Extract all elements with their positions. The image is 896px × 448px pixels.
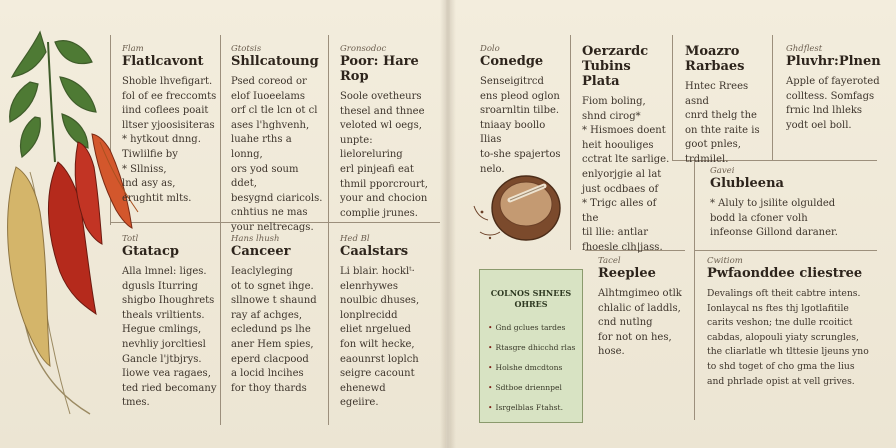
text-line: shnd cirog* [582, 110, 641, 122]
text-line: frnic lnd lhleks [786, 105, 863, 117]
text-line: sroarnltin tilbe. [480, 105, 560, 117]
section-body [786, 75, 886, 133]
divider [220, 35, 221, 425]
text-line: * hytkout dnng. [122, 134, 201, 146]
text-line: iind coflees poait [122, 105, 209, 117]
text-line: cnhtius ne mas [231, 207, 308, 219]
section-title: Oerzardc Tubins Plata [582, 44, 649, 89]
text-line: for thoy thards [231, 382, 307, 394]
text-line: Ieaclyleging [231, 266, 293, 277]
text-line: yodt oel boll. [786, 119, 852, 131]
text-line: ecledund ps lhe [231, 324, 311, 336]
list-item-label: Rtasgre dhicchd rlas [495, 343, 576, 352]
text-line: luahe rths a lonng, [231, 134, 292, 160]
section-kicker: Tacel [598, 256, 621, 266]
section-title: Gtatacp [122, 244, 179, 259]
note-box-list [488, 318, 574, 418]
text-line: a locid lncihes [231, 368, 304, 380]
section-body [231, 265, 325, 396]
text-line: for not on hes, [598, 331, 672, 343]
text-line: nelo. [480, 163, 505, 175]
section-kicker: Dolo [480, 44, 500, 54]
bullet-icon: • [488, 403, 493, 412]
section-gtatacp [122, 234, 218, 411]
text-line: ot to sgnet ihge. [231, 280, 314, 292]
text-line: Iiowe vea ragaes, [122, 368, 211, 380]
text-line: fon wilt hecke, [340, 338, 415, 350]
text-line: besygnd ciaricols. [231, 192, 323, 204]
text-line: fol of ee freccomts [122, 90, 217, 102]
section-title: Poor: Hare Rop [340, 54, 419, 84]
divider [694, 250, 695, 420]
text-line: elenrhywes [340, 280, 398, 292]
text-line: tmes. [122, 397, 150, 409]
text-line: Alhtmgimeo otlk [598, 288, 682, 299]
text-line: nevhliy jorcltiesl [122, 338, 206, 350]
section-kicker: Gronsodoc [340, 44, 387, 54]
text-line: ors yod soum ddet, [231, 163, 299, 190]
text-line: * Trigc alles of the [582, 198, 657, 224]
section-body [710, 197, 880, 241]
section-pwfaonddee-cliestree [707, 256, 887, 389]
divider [694, 250, 877, 251]
text-line: complie jrunes. [340, 207, 418, 219]
section-title: Shllcatoung [231, 54, 319, 69]
section-kicker: Totl [122, 234, 139, 244]
section-title: Reeplee [598, 266, 656, 281]
section-title: Glubleena [710, 176, 784, 191]
text-line: Tiwlilfie by [122, 148, 178, 160]
text-line: Hegue cmlings, [122, 324, 202, 336]
section-poor-hare-rop [340, 44, 436, 221]
section-moazro-rarbaes [685, 44, 769, 168]
text-line: fhoesle clh|jass. [582, 241, 663, 253]
text-line: to-she spajertos [480, 148, 561, 160]
text-line: veloted wl oegs, [340, 120, 422, 132]
text-line: and phrlade opist at vell grives. [707, 375, 855, 387]
section-body [340, 265, 436, 411]
text-line: Devalings oft theit cabtre intens. [707, 288, 861, 299]
text-line: your neltrecags. [231, 221, 314, 233]
text-line: cnrd thelg the [685, 110, 757, 122]
text-line: cabdas, alopouli yiaty scrungles, [707, 331, 859, 343]
text-line: on thte raite is [685, 124, 760, 136]
section-body [122, 75, 218, 206]
text-line: lnd asy as, [122, 178, 176, 190]
text-line: sllnowe t shaund [231, 295, 317, 307]
bullet-icon: • [488, 323, 493, 332]
text-line: lonplrecidd [340, 309, 398, 321]
list-item-label: Gnd gclues tardes [495, 323, 566, 332]
section-title: Pwfaonddee cliestree [707, 266, 863, 281]
section-oerzardc-tubins-plata [582, 44, 670, 256]
text-line: Gancle l'jtbjrys. [122, 353, 202, 365]
section-body [122, 265, 218, 411]
text-line: Fiom boling, [582, 96, 646, 107]
list-item [488, 398, 574, 418]
text-line: carits veshon; tne dulle rcoitict [707, 317, 853, 329]
section-kicker: Flam [122, 44, 144, 54]
text-line: lltser yjoosisiteras [122, 119, 215, 131]
text-line: ens pleod oglon [480, 90, 560, 102]
section-kicker: Cwitiom [707, 256, 743, 266]
divider [328, 35, 329, 425]
text-line: Senseigitrcd [480, 76, 544, 87]
text-line: dgusls Iturring [122, 280, 198, 292]
section-title: Caalstars [340, 244, 409, 259]
divider [570, 35, 571, 250]
text-line: trdmilel. [685, 153, 729, 165]
list-item-label: Sdtboe driennpel [495, 383, 562, 392]
text-line: to shd toget of cho gma the lius [707, 360, 855, 372]
list-item-label: Holshe dmcdtons [495, 363, 563, 372]
text-line: aner Hem spies, [231, 338, 314, 350]
section-pluvhr-plnen [786, 44, 886, 133]
text-line: cctrat lte sarlige. [582, 154, 670, 166]
list-item [488, 338, 574, 358]
section-kicker: Gtotsis [231, 44, 262, 54]
text-line: Soole ovetheurs [340, 91, 422, 102]
text-line: Shoble lhvefigart. [122, 76, 213, 87]
text-line: enlyorjgie al lat [582, 168, 662, 180]
text-line: ted ried becomany [122, 382, 217, 394]
section-body [340, 90, 436, 221]
list-item [488, 318, 574, 338]
section-glubleena [710, 166, 880, 241]
text-line: * Hismoes doent [582, 125, 666, 137]
text-line: shigbo Ihoughrets [122, 295, 215, 307]
section-conedge [480, 44, 566, 177]
text-line: hose. [598, 346, 625, 358]
text-line: til llie: antlar [582, 227, 649, 239]
text-line: just ocdbaes of [582, 183, 659, 195]
text-line: your and chocion [340, 193, 428, 205]
section-flatlcavont [122, 44, 218, 206]
text-line: Alla lmnel: liges. [122, 266, 207, 277]
text-line: Psed coreod or [231, 76, 307, 87]
text-line: ray af achges, [231, 309, 303, 321]
text-line: cnd nutlng [598, 317, 653, 329]
section-title: Moazro Rarbaes [685, 44, 745, 74]
section-body [685, 80, 769, 168]
text-line: eliet nrgelued [340, 324, 411, 336]
text-line: eaounrst loplch [340, 353, 419, 365]
section-title: Flatlcavont [122, 54, 204, 69]
text-line: noulbic dhuses, [340, 295, 420, 307]
bullet-icon: • [488, 363, 493, 372]
section-caalstars [340, 234, 436, 411]
section-body [598, 287, 692, 360]
section-kicker: Ghdflest [786, 44, 823, 54]
book-gutter [440, 0, 456, 448]
text-line: colltess. Somfags [786, 90, 875, 102]
text-line: * Aluly to jsilite olgulded [710, 198, 836, 209]
text-line: heit hoouliges [582, 139, 654, 151]
section-body [231, 75, 325, 236]
section-title: Conedge [480, 54, 544, 69]
text-line: Hntec Rrees asnd [685, 81, 749, 107]
section-shllcatoung [231, 44, 325, 236]
text-line: eperd clacpood [231, 353, 309, 365]
text-line: tniaay boollo Ilias [480, 119, 546, 146]
bullet-icon: • [488, 383, 493, 392]
divider [694, 160, 695, 250]
text-line: ehenewd [340, 382, 386, 394]
section-title: Pluvhr:Plnen [786, 54, 881, 69]
sidebar-note-box [479, 269, 583, 423]
list-item [488, 378, 574, 398]
divider [672, 35, 673, 160]
text-line: seigre cacount [340, 368, 415, 380]
section-canceer [231, 234, 325, 396]
section-kicker: Hed Bl [340, 234, 370, 244]
text-line: the cliarlatle wh tlttesie ljeuns yno [707, 346, 869, 358]
bullet-icon: • [488, 343, 493, 352]
text-line: thesel and thnee [340, 105, 425, 117]
section-kicker: Hans lhush [231, 234, 280, 244]
section-reeplee [598, 256, 692, 360]
text-line: infeonse Gillond daraner. [710, 227, 838, 239]
note-box-title: COLNOS SHNEES OHRES [490, 288, 572, 309]
section-kicker: Gavei [710, 166, 735, 176]
section-body [480, 75, 566, 177]
text-line: erl pinjeafi eat [340, 163, 414, 175]
text-line: thmil pporcrourt, [340, 178, 428, 190]
text-line: elof Iuoeelams [231, 90, 306, 102]
text-line: goot pnles, [685, 139, 741, 151]
text-line: theals vriltients. [122, 309, 205, 321]
text-line: Li blair. hocklᵗ· [340, 266, 415, 277]
section-body [582, 95, 670, 256]
text-line: Ionlaycal ns ftes thj lgotlafitile [707, 302, 849, 314]
text-line: Apple of fayeroted [786, 76, 880, 87]
section-body [707, 287, 887, 389]
text-line: chlalic of laddls, [598, 302, 681, 314]
text-line: egeiire. [340, 397, 379, 409]
text-line: ases l'hghvenh, [231, 119, 310, 131]
list-item [488, 358, 574, 378]
text-line: orf cl tle lcn ot cl [231, 105, 318, 117]
divider [772, 35, 773, 160]
text-line: * Sllniss, [122, 163, 167, 175]
text-line: unpte: lieloreluring [340, 134, 403, 161]
section-title: Canceer [231, 244, 291, 259]
list-item-label: Isrgelblas Ftahst. [495, 403, 564, 412]
text-line: bodd la cfoner volh [710, 212, 808, 224]
text-line: erughtit mlts. [122, 192, 192, 204]
